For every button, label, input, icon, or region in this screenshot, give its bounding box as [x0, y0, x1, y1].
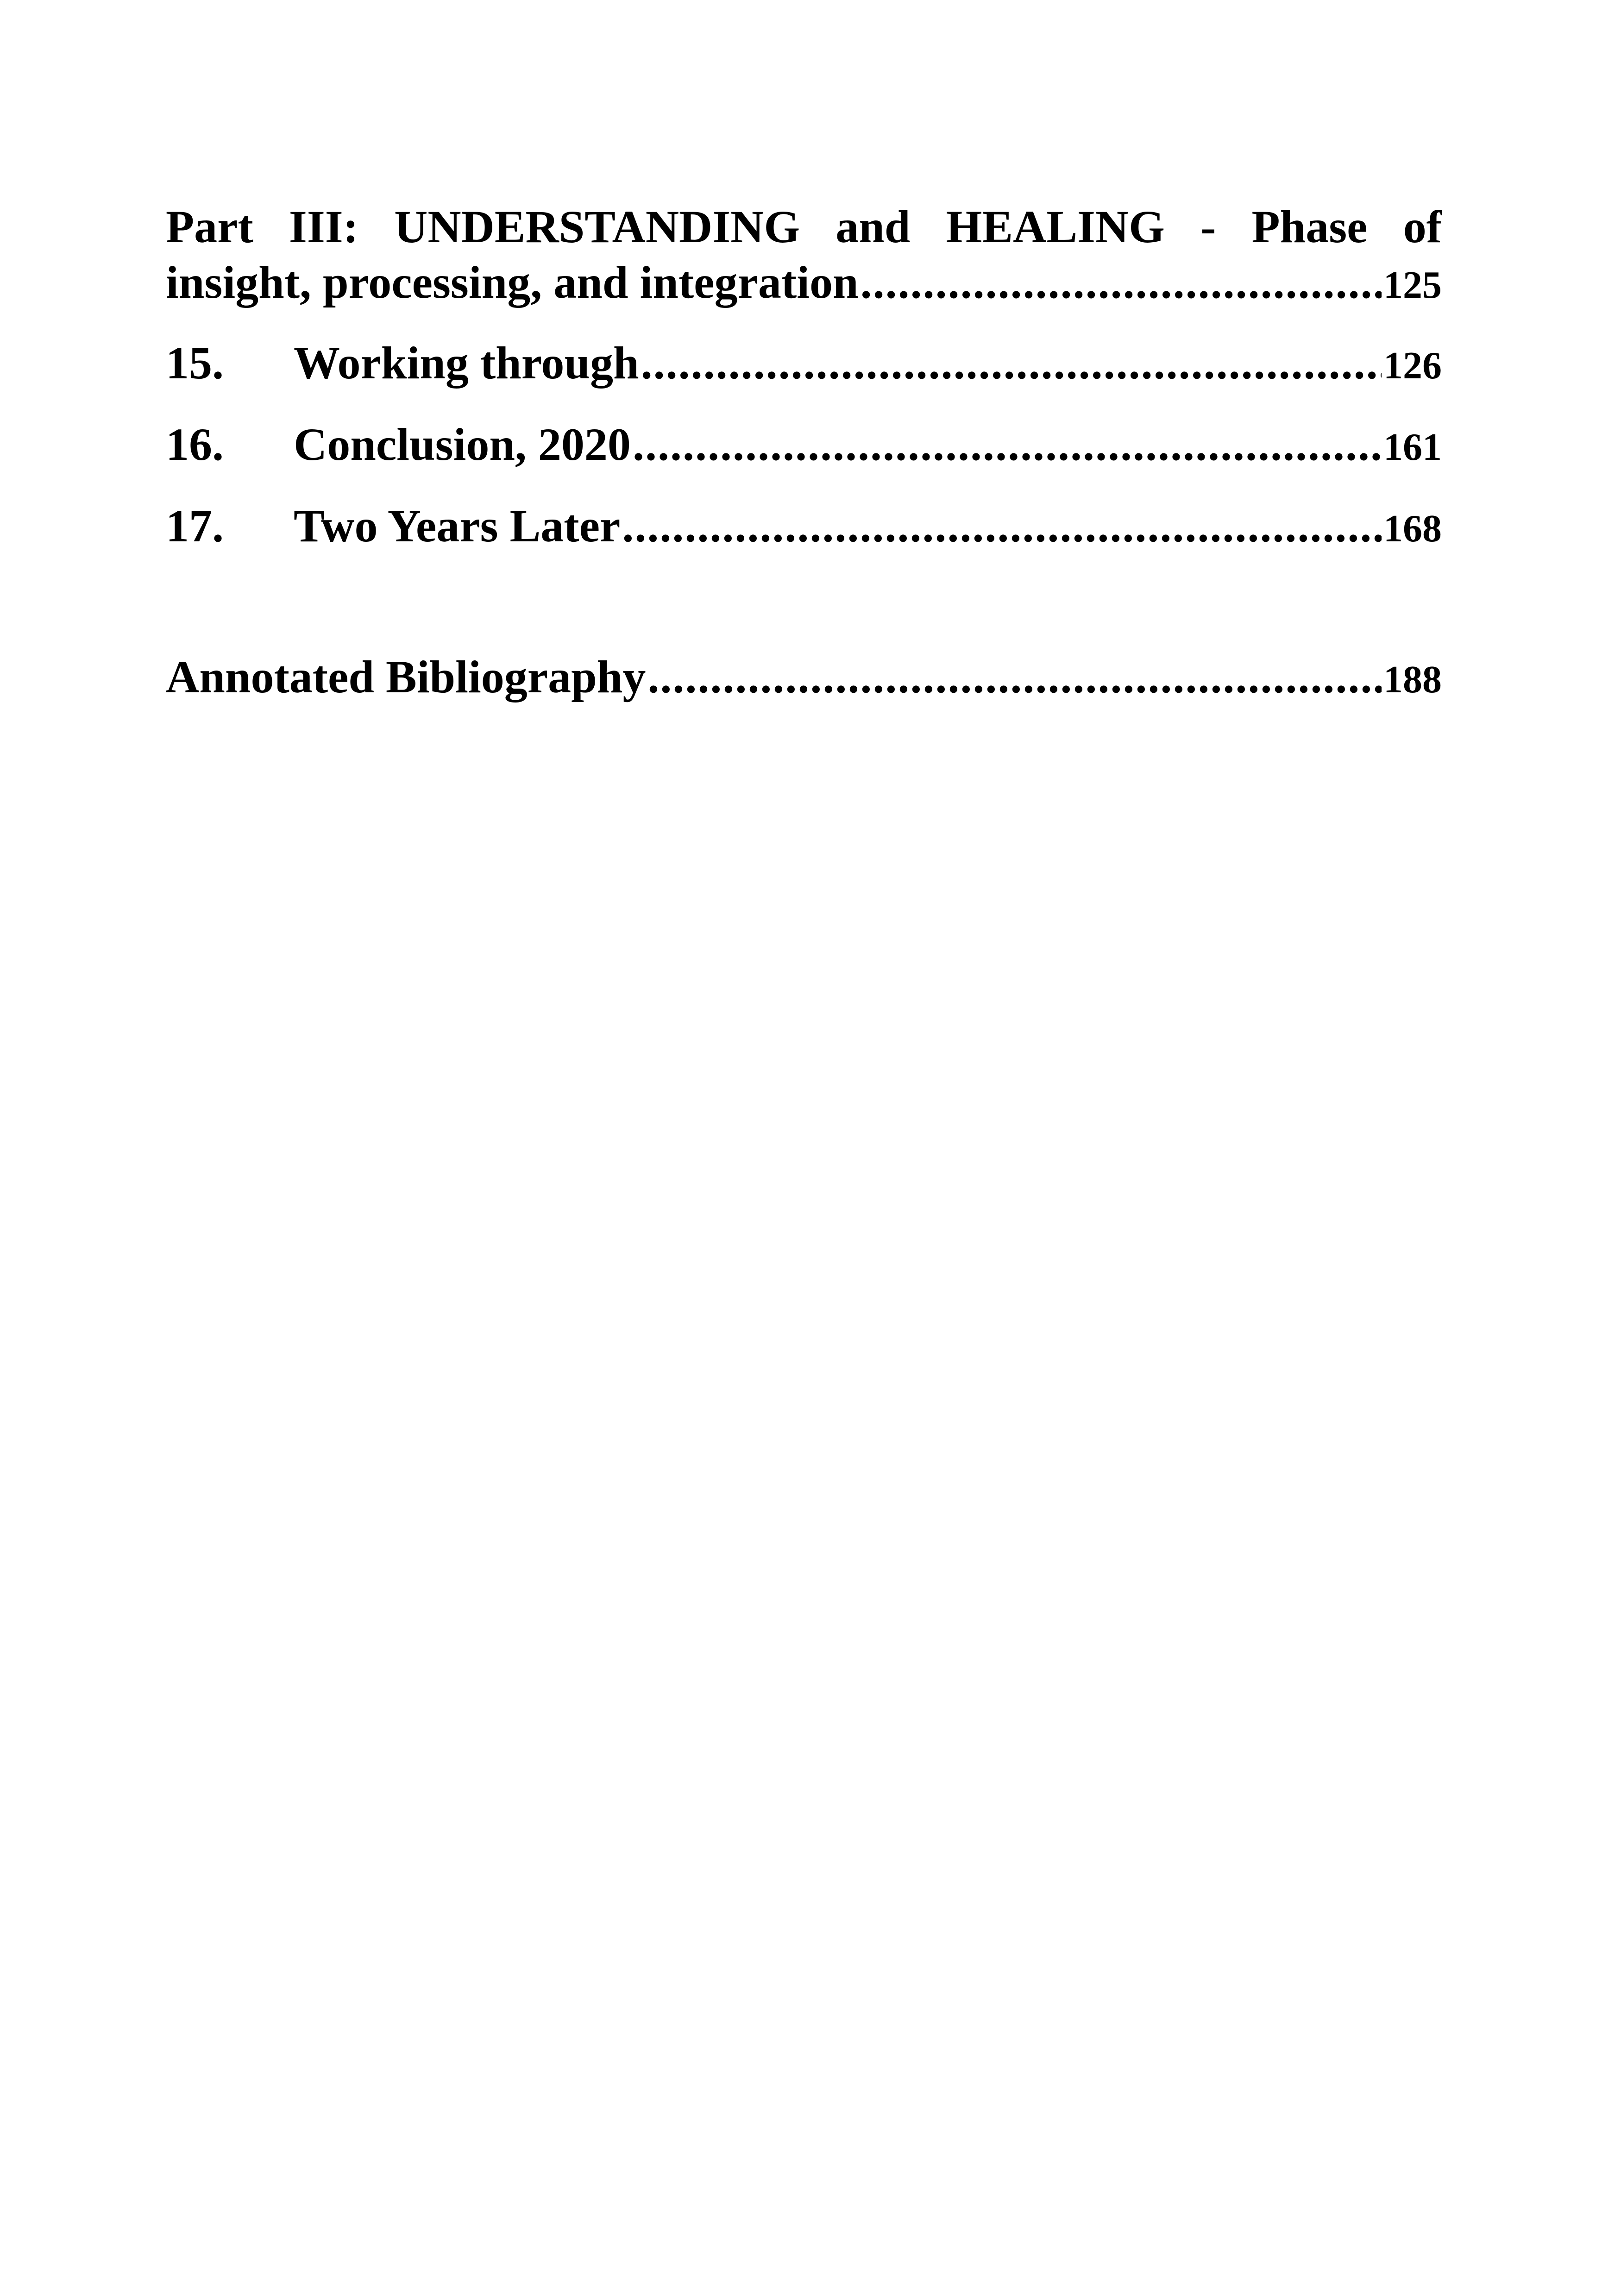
dot-leader [641, 335, 1382, 391]
dot-leader [647, 649, 1382, 705]
page-number: 168 [1383, 507, 1442, 550]
dot-leader [633, 417, 1382, 472]
chapter-title: Conclusion, 2020 [294, 419, 631, 470]
chapter-number: 15. [166, 337, 224, 389]
dot-leader [861, 255, 1382, 310]
table-of-contents [166, 199, 1442, 708]
part-heading-line1: Part III: UNDERSTANDING and HEALING - Phase of [166, 201, 1442, 252]
chapter-number: 16. [166, 419, 224, 470]
toc-entry-chapter-15[interactable] [166, 335, 1442, 394]
bibliography-title: Annotated Bibliography [166, 651, 646, 703]
toc-entry-chapter-17[interactable] [166, 498, 1442, 557]
part-heading-line2[interactable] [166, 255, 1442, 313]
toc-entry-bibliography[interactable] [166, 649, 1442, 708]
page-number: 126 [1383, 344, 1442, 387]
toc-entry-chapter-16[interactable] [166, 417, 1442, 475]
page-number: 161 [1383, 426, 1442, 469]
page-number: 125 [1383, 263, 1442, 307]
chapter-title: Working through [294, 337, 639, 389]
page-number: 188 [1383, 658, 1442, 701]
chapter-number: 17. [166, 500, 224, 552]
part-heading-text: insight, processing, and integration [166, 257, 859, 308]
chapter-title: Two Years Later [294, 500, 621, 552]
dot-leader [622, 498, 1382, 554]
